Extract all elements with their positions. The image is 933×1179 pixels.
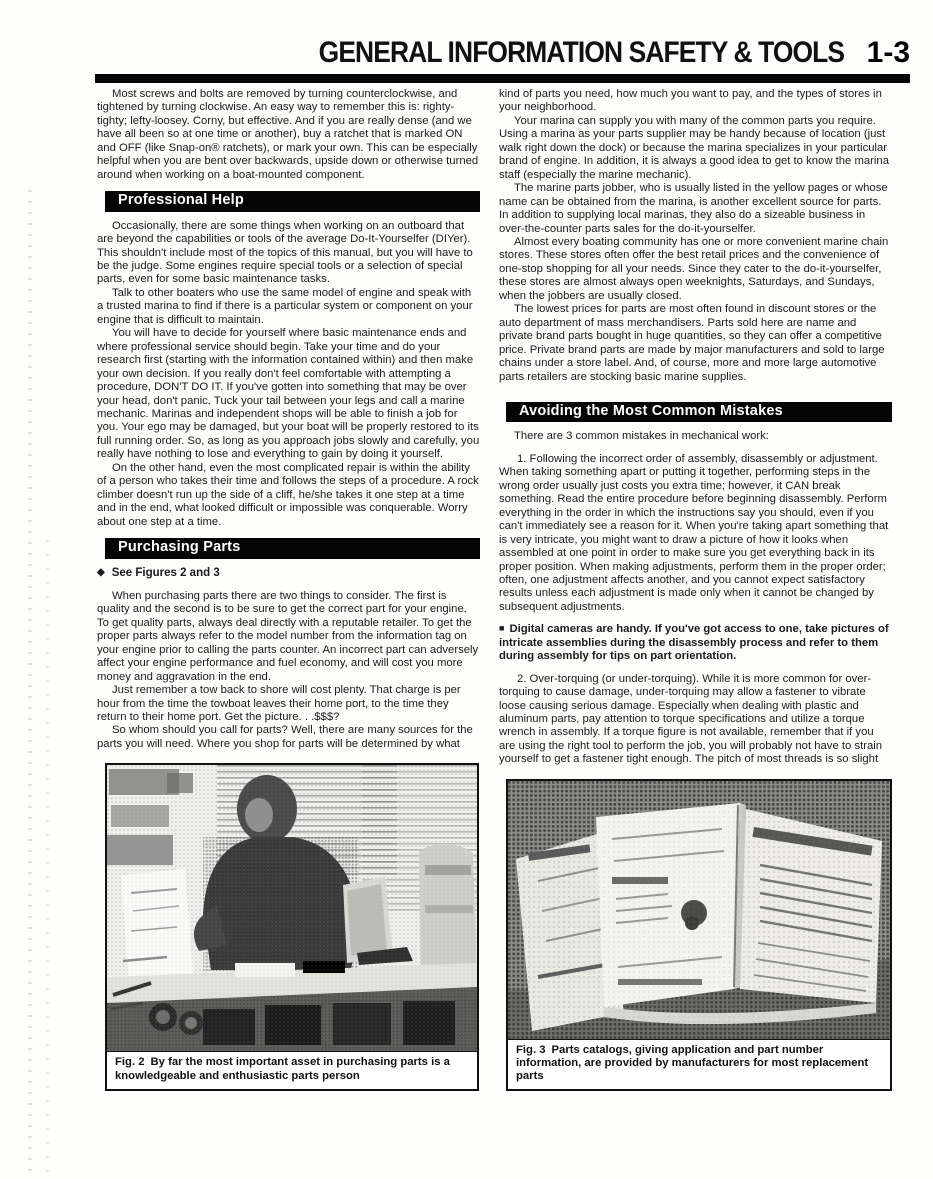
figure-reference-text: See Figures 2 and 3 — [111, 566, 220, 579]
figure-3 — [506, 779, 892, 1092]
right-column — [499, 88, 892, 1091]
numbered-item-2: 2. Over-torquing (or under-torquing). While it is more common for over-torquing to cause damage, under-torquing may allow a fastener to vibrate loose causing serious damage. Especially when dealing with plastic and aluminum parts, pay attention to torque specifications and utilize a torque wrench in assembly. If a torque figure is not available, remember that if you are using the right tool to perform the job, you will probably not have to strain yourself to get a fastener tight enough. The pitch of most threads is so slight — [499, 672, 883, 766]
paragraph: On the other hand, even the most complicated repair is within the ability of a person who takes their time and follows the steps of a procedure. A rock climber doesn't run up the side of a cliff, he/she takes it one step at a time and in the end, what looked difficult or impossible was conquerable. Worry about one step at a time. — [97, 461, 479, 528]
page-title: GENERAL INFORMATION SAFETY & TOOLS — [319, 36, 845, 69]
paragraph: When purchasing parts there are two things to consider. The first is quality and the second is to be sure to get the correct part for your engine. To get quality parts, always deal directly with a reputable retailer. To get the proper parts always refer to the model number from the information tag on your engine prior to calling the parts counter. An incorrect part can adversely affect your engine performance and fuel economy, and will cost you more money and aggravation in the end. — [97, 589, 479, 683]
paragraph: The marine parts jobber, who is usually listed in the yellow pages or whose name can be obtained from the marina, is another excellent source for parts. In addition to supplying local marinas, they also do a sizeable business in over-the-counter parts sales for the do-it-yourselfer. — [499, 182, 888, 235]
paragraph: Almost every boating community has one or more convenient marine chain stores. These stores often offer the best retail prices and the convenience of one-stop shopping for all your needs. Since they cater to the do-it-yourselfer, these stores are almost always open weeknights, Saturdays, and Sundays, when the jobbers are usually closed. — [499, 235, 889, 302]
figure-2-label: Fig. 2 — [115, 1056, 145, 1069]
two-column-body — [97, 88, 910, 1091]
paragraph: Your marina can supply you with many of the common parts you require. Using a marina as your parts supplier may be handy because of location (just walk right down the dock) or because the marina specializes in your particular brand of engine. In addition, it is always a good idea to get to know the marina staff (especially the marine mechanic). — [499, 114, 889, 181]
paragraph-continuation: kind of parts you need, how much you want to pay, and the types of stores in your neighborhood. — [499, 88, 882, 114]
scan-speckle-texture — [28, 190, 32, 1179]
scan-speckle-texture — [46, 540, 49, 1179]
figure-2-caption-text: By far the most important asset in purchasing parts is a knowledgeable and enthusiastic parts person — [115, 1056, 450, 1082]
paragraph-intro: Most screws and bolts are removed by turning counterclockwise, and tightened by turning clockwise. An easy way to remember this is: righty-tighty; lefty-loosey. Corny, but effective. And if you are really dense (and we have all been so at one time or another), buy a ratchet that is marked ON and OFF (like Snap-on® ratchets), or mark your own. This can be especially helpful when you are bent over backwards, upside down or otherwise turned around when working on a boat-mounted component. — [97, 88, 479, 181]
diamond-bullet-icon: ◆ — [97, 566, 105, 578]
figure-3-label: Fig. 3 — [516, 1043, 546, 1056]
parts-catalogs-photo-illustration — [508, 781, 890, 1039]
section-heading-professional-help: Professional Help — [105, 191, 480, 211]
header-rule — [95, 74, 910, 83]
numbered-item-1: 1. Following the incorrect order of assembly, disassembly or adjustment. When taking something apart or putting it together, performing steps in the wrong order usually just costs you extra time; however, it CAN break something. Read the entire procedure before beginning disassembly. Perform everything in the order in which the instructions say you should, even if you can't immediately see a reason for it. When you're taking apart something that is very intricate, you might want to draw a picture of how it looks when assembled at one point in order to make sure you get everything back in its proper position. When making adjustments, perform them in the proper order; often, one adjustment affects another, and you cannot expect satisfactory results unless each adjustment is made only when it cannot be changed by subsequent adjustments. — [499, 452, 889, 613]
square-bullet-icon: ■ — [499, 623, 505, 634]
paragraph: Talk to other boaters who use the same model of engine and speak with a trusted marina to find if there is a particular system or component on your engine that is difficult to maintain. — [97, 286, 473, 326]
paragraph: The lowest prices for parts are most often found in discount stores or the auto department of mass merchandisers. Parts sold here are name and private brand parts bought in huge quantities, so they can offer a competitive price. Private brand parts are made by major manufacturers and sold to large chains under a store label. And, of course, more and more large automotive parts retailers are stocking basic marine supplies. — [499, 303, 885, 383]
note-text: Digital cameras are handy. If you've got access to one, take pictures of intricate assemblies during the disassembly process and refer to them during assembly for tips on part orientation. — [499, 623, 889, 663]
left-column — [97, 88, 480, 1091]
figure-reference — [97, 567, 480, 580]
figure-3-caption-text: Parts catalogs, giving application and part number information, are provided by manufacturers for most replacement parts — [516, 1043, 869, 1083]
paragraph: So whom should you call for parts? Well, there are many sources for the parts you will need. Where you shop for parts will be determined by what — [97, 724, 473, 750]
note-digital-cameras — [499, 623, 892, 663]
figure-3-caption — [508, 1040, 890, 1090]
section-heading-purchasing-parts: Purchasing Parts — [105, 538, 480, 558]
page-header — [95, 36, 910, 70]
page-number: 1-3 — [866, 36, 910, 69]
paragraph: Occasionally, there are some things when working on an outboard that are beyond the capabilities or tools of the average Do-It-Yourselfer (DIYer). This shouldn't include most of the topics of this manual, but you will have to be the judge. Some engines require special tools or a selection of special parts, even for some basic maintenance tasks. — [97, 219, 473, 286]
paragraph-mistakes-intro: There are 3 common mistakes in mechanical work: — [514, 430, 769, 443]
paragraph: You will have to decide for yourself where basic maintenance ends and where professional service should begin. Take your time and do your research first (starting with the information contained within) and then make your own decision. If you really don't feel comfortable with attempting a procedure, DON'T DO IT. If you've gotten into something that may be over your head, don't panic. Tuck your tail between your legs and call a marine mechanic. Marinas and independent shops will be able to finish a job for you. Your ego may be damaged, but your boat will be properly restored to its full running order. So, as long as you approach jobs slowly and carefully, you really have nothing to lose and everything to gain by doing it yourself. — [97, 327, 480, 461]
figure-3-photo-parts-catalogs — [508, 781, 890, 1040]
section-heading-avoiding-mistakes: Avoiding the Most Common Mistakes — [506, 402, 892, 422]
figure-2-caption — [107, 1052, 477, 1088]
figure-2-photo-parts-counter — [107, 765, 477, 1052]
paragraph: Just remember a tow back to shore will cost plenty. That charge is per hour from the time the towboat leaves their home port, to the time they return to their home port. Get the picture. . .$$$? — [97, 684, 461, 724]
parts-person-photo-illustration — [107, 765, 477, 1051]
figure-2 — [105, 763, 479, 1090]
